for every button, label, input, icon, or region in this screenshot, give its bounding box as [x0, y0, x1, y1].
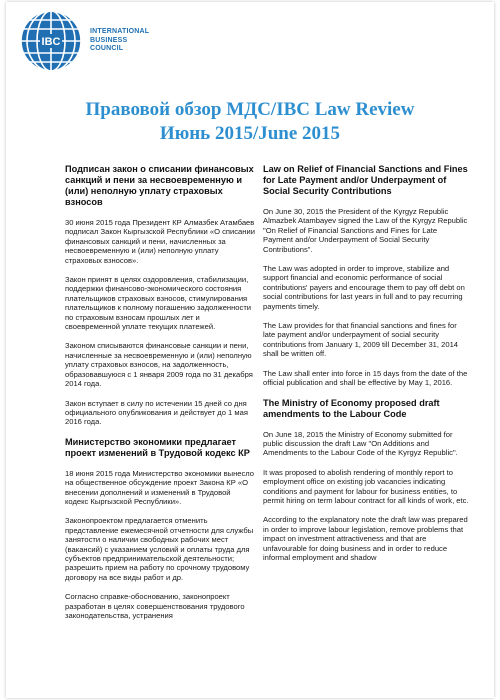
page-title — [6, 98, 494, 146]
ru-section-2-paragraph-1: 18 июня 2015 года Министерство экономики вынесло на общественное обсуждение проект Закона КР «О внесении дополнений и изменений в Трудовой кодекс Кыргызской Республики». — [65, 468, 255, 506]
ru-section-1-paragraph-2: Закон принят в целях оздоровления, стабилизации, поддержки финансово-экономического состояния плательщиков страховых взносов, стимулирования плательщиков к полному погашению задолженности по страховым взносам прошлых лет и своевременной уплате текущих платежей. — [65, 275, 252, 332]
en-section-2-paragraph-1: On June 18, 2015 the Ministry of Economy submitted for public discussion the draft Law "On Additions and Amendments to the Labour Code of the Kyrgyz Republic". — [263, 429, 458, 458]
title-line-2: Июнь 2015/June 2015 — [159, 123, 341, 144]
en-section-1-paragraph-3: The Law provides for that financial sanctions and fines for late payment and/or underpayment of social security contributions from January 1, 2009 till December 31, 2014 shall be written off. — [263, 321, 459, 359]
en-section-1-paragraph-2: The Law was adopted in order to improve, stabilize and support financial and economic performance of social contributions' payers and encourage them to pay off debt on social contributions for last years in full and to pay recurring payments timely. — [263, 264, 465, 311]
ru-section-1-paragraph-1: 30 июня 2015 года Президент КР Алмазбек Атамбаев подписал Закон Кыргызской Республики «О списании финансовых санкций и пени, начисленных за несвоевременную и (или) неполную уплату страховых взносов». — [65, 218, 255, 265]
en-section-1-paragraph-4: The Law shall enter into force in 15 days from the date of the official publication and shall be effective by May 1, 2016. — [263, 368, 468, 388]
ru-section-1-paragraph-3: Законом списываются финансовые санкции и пени, начисленные за несвоевременную и (или) неполную уплату страховых взносов, на задолженность, образовавшуюся с 1 января 2009 года по 31 декабря 2014 года. — [65, 341, 253, 389]
en-section-2-paragraph-2: It was proposed to abolish rendering of monthly report to employment office on existing job vacancies indicating conditions and payment for labour for business entities, to permit hiring on term labour contract for all kinds of work, etc. — [263, 467, 469, 505]
en-section-1-heading: Law on Relief of Financial Sanctions and Fines for Late Payment and/or Underpayment of Social Security Contributions — [263, 164, 468, 196]
ru-section-1-heading: Подписан закон о списании финансовых санкций и пени за несвоевременную и (или) неполную уплату страховых взносов — [65, 164, 254, 207]
ru-section-2-paragraph-3: Согласно справке-обоснованию, законопроект разработан в целях совершенствования трудового законодательства, устранения — [65, 592, 245, 620]
globe-logo-icon — [20, 10, 82, 72]
ru-section-2-heading: Министерство экономики предлагает проект изменений в Трудовой кодекс КР — [65, 436, 250, 458]
title-line-1: Правовой обзор МДС/IBC Law Review — [85, 99, 415, 120]
ru-section-2-paragraph-2: Законопроектом предлагается отменить представление ежемесячной отчетности для службы занятости о наличии свободных рабочих мест (вакансий) с указанием условий и оплаты труда для субъектов предпринимательской деятельности; разрешить прием на работу по срочному трудовому договору на все виды работ и др. — [65, 516, 254, 582]
en-section-2-heading: The Ministry of Economy proposed draft amendments to the Labour Code — [263, 397, 440, 419]
logo-line-3: COUNCIL — [90, 45, 124, 53]
document-page — [6, 2, 494, 698]
en-section-1-paragraph-1: On June 30, 2015 the President of the Kyrgyz Republic Almazbek Atambayev signed the Law of the Kyrgyz Republic "On Relief of Financial Sanctions and Fines for Late Payment and/or Underpayment of Social Security Contributions". — [263, 207, 468, 254]
logo-wordmark — [90, 28, 149, 54]
russian-column — [49, 164, 255, 630]
english-column — [263, 164, 469, 572]
logo-mark-text: IBC — [41, 36, 61, 48]
logo-line-2: BUSINESS — [90, 36, 128, 44]
logo-line-1: INTERNATIONAL — [90, 28, 150, 36]
ru-section-1-paragraph-4: Закон вступает в силу по истечении 15 дней со дня официального опубликования и действует до 1 мая 2016 года. — [65, 398, 248, 427]
ibc-logo — [20, 10, 149, 72]
en-section-2-paragraph-3: According to the explanatory note the draft law was prepared in order to improve labour legislation, remove problems that impact on investment attractiveness and that are unfavourable for doing business and in order to reduce informal employment and shadow — [263, 515, 468, 562]
